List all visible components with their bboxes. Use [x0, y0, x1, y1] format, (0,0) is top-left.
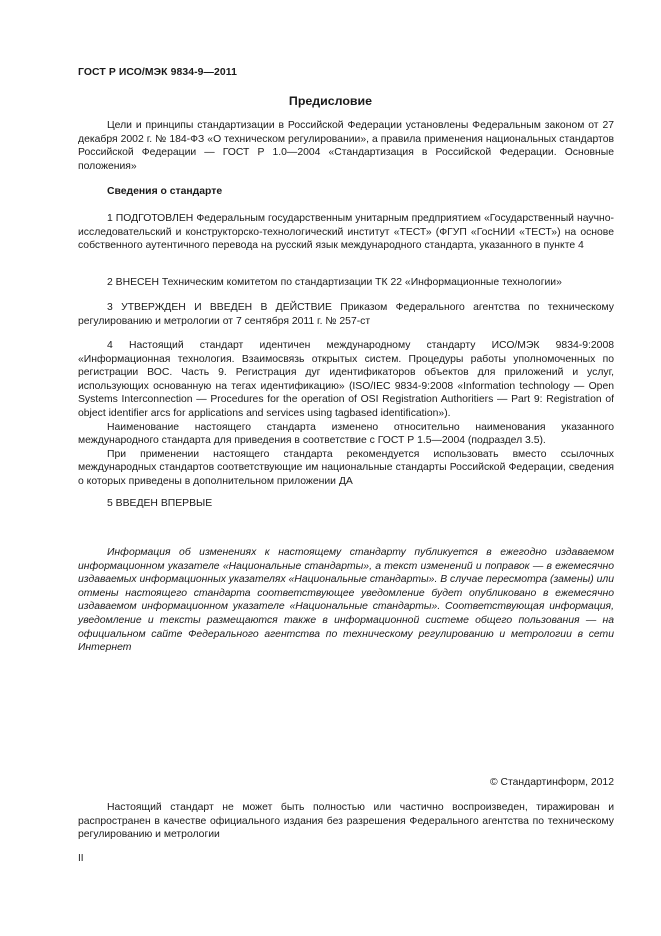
item-2-block: [78, 276, 614, 290]
standard-code-header: ГОСТ Р ИСО/МЭК 9834-9—2011: [78, 67, 237, 78]
item-4-block: [78, 339, 614, 489]
item-3-paragraph: 3 УТВЕРЖДЕН И ВВЕДЕН В ДЕЙСТВИЕ Приказом Федерального агентства по техническому регулированию и метрологии от 7 сентября 2011 г. № 257-ст: [78, 302, 614, 327]
changes-notice-text: Информация об изменениях к настоящему стандарту публикуется в ежегодно издаваемом информационном указателе «Национальные стандарты», а текст изменений и поправок — в ежемесячно издаваемых информационных указателях «Национальные стандарты». В случае пересмотра (замены) или отмены настоящего стандарта соответствующее уведомление будет опубликовано в ежемесячно издаваемом информационном указателе «Национальные стандарты». Соответствующая информация, уведомление и тексты размещаются также в информационной системе общего пользования — на официальном сайте Федерального агентства по техническому регулированию и метрологии в сети Интернет: [78, 547, 614, 654]
item-1-paragraph: 1 ПОДГОТОВЛЕН Федеральным государственным унитарным предприятием «Государственный научно-исследовательский и конструкторско-технологический институт «ТЕСТ» (ФГУП «ГосНИИ «ТЕСТ») на основе собственного аутентичного перевода на русский язык международного стандарта, указанного в пункте 4: [78, 213, 614, 252]
item-4-paragraph: 4 Настоящий стандарт идентичен международному стандарту ИСО/МЭК 9834-9:2008 «Информационная технология. Взаимосвязь открытых систем. Процедуры работы уполномоченных по регистрации ВОС. Часть 9. Регистрация дуг идентификаторов объектов для приложений и услуг, использующих основанную на тегах идентификацию» (ISO/IEC 9834-9:2008 «Information technology — Open Systems Interconnection — Procedures for the operation of OSI Registration Authoritiers — Part 9: Registration of object identifier arcs for applications and services using tagbased identification»).: [78, 340, 614, 419]
intro-block: [78, 119, 614, 173]
reproduction-notice: [78, 801, 614, 842]
item-2-paragraph: 2 ВНЕСЕН Техническим комитетом по стандартизации ТК 22 «Информационные технологии»: [107, 277, 562, 288]
item-4-references-paragraph: При применении настоящего стандарта рекомендуется использовать вместо ссылочных международных стандартов соответствующие им национальные стандарты Российской Федерации, сведения о которых приведены в дополнительном приложении ДА: [78, 448, 614, 487]
copyright-line: © Стандартинформ, 2012: [489, 777, 614, 788]
item-5-paragraph: 5 ВВЕДЕН ВПЕРВЫЕ: [107, 498, 213, 509]
changes-notice: [78, 546, 614, 655]
item-3-block: [78, 301, 614, 328]
item-5-block: [78, 497, 614, 511]
page-title: Предисловие: [288, 94, 373, 108]
item-4-rename-paragraph: Наименование настоящего стандарта изменено относительно наименования указанного международного стандарта для приведения в соответствие с ГОСТ Р 1.5—2004 (подраздел 3.5).: [78, 421, 614, 447]
page-number: II: [78, 853, 84, 864]
item-1-block: [78, 212, 614, 253]
reproduction-notice-text: Настоящий стандарт не может быть полностью или частично воспроизведен, тиражирован и распространен в качестве официального издания без разрешения Федерального агентства по техническому регулированию и метрологии: [78, 802, 614, 841]
about-standard-heading: Сведения о стандарте: [107, 186, 223, 197]
intro-paragraph: Цели и принципы стандартизации в Российской Федерации установлены Федеральным законом от 27 декабря 2002 г. № 184-ФЗ «О техническом регулировании», а правила применения национальных стандартов Российской Федерации — ГОСТ Р 1.0—2004 «Стандартизация в Российской Федерации. Основные положения»: [78, 120, 614, 172]
